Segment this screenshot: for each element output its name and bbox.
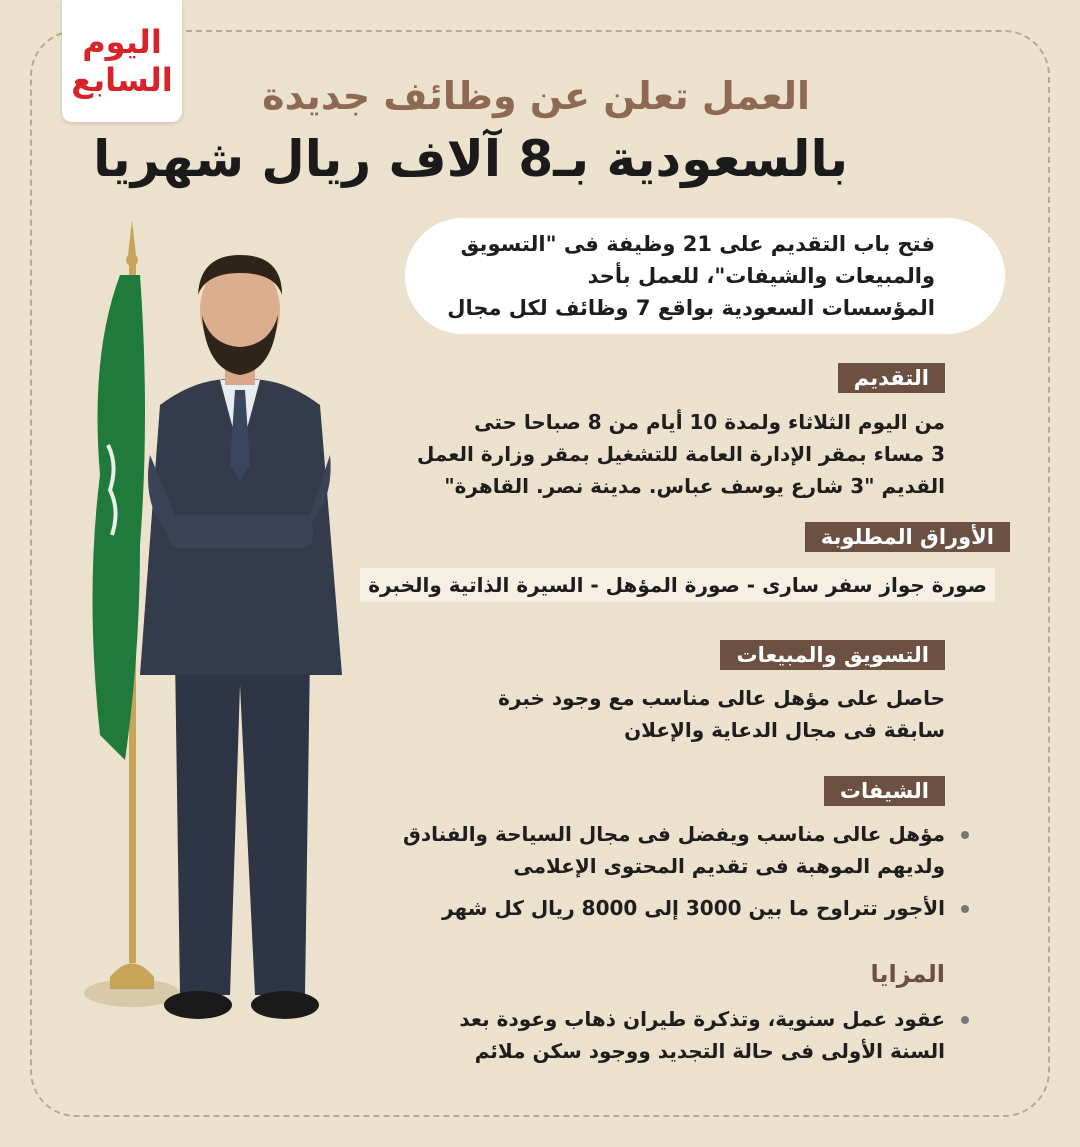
marketing-line-1: حاصل على مؤهل عالى مناسب مع وجود خبرة (498, 686, 945, 710)
man-figure (140, 255, 342, 1019)
logo (62, 0, 182, 122)
bullet-dot (961, 905, 969, 913)
section-tag-apply: التقديم (838, 363, 945, 393)
chefs-bullet-1-line-1: مؤهل عالى مناسب ويفضل فى مجال السياحة والفنادق (402, 822, 945, 846)
chefs-bullet-2-text: الأجور تتراوح ما بين 3000 إلى 8000 ريال كل شهر (442, 896, 945, 920)
logo-line-1: اليوم (82, 23, 162, 61)
apply-line-1: من اليوم الثلاثاء ولمدة 10 أيام من 8 صباحا حتى (474, 410, 945, 434)
logo-line-2: السابع (71, 61, 173, 99)
chefs-bullet-2 (442, 892, 945, 924)
intro-box (405, 218, 1005, 334)
apply-line-2: 3 مساء بمقر الإدارة العامة للتشغيل بمقر وزارة العمل (417, 442, 945, 466)
apply-line-3: القديم "3 شارع يوسف عباس. مدينة نصر. القاهرة" (444, 474, 945, 498)
marketing-line-2: سابقة فى مجال الدعاية والإعلان (624, 718, 945, 742)
saudi-flag (93, 275, 146, 760)
benefits-bullet (459, 1003, 945, 1067)
intro-line-2: والمبيعات والشيفات"، للعمل بأحد (587, 264, 935, 288)
section-tag-documents: الأوراق المطلوبة (805, 522, 1010, 552)
apply-text (417, 406, 945, 502)
benefits-line-1: عقود عمل سنوية، وتذكرة طيران ذهاب وعودة بعد (459, 1007, 945, 1031)
intro-line-1: فتح باب التقديم على 21 وظيفة فى "التسويق (460, 232, 935, 256)
marketing-text (498, 682, 945, 746)
intro-line-3: المؤسسات السعودية بواقع 7 وظائف لكل مجال (447, 296, 935, 320)
bullet-dot (961, 831, 969, 839)
section-heading-benefits: المزايا (870, 960, 945, 988)
chefs-bullet-1-line-2: ولديهم الموهبة فى تقديم المحتوى الإعلامى (513, 854, 945, 878)
documents-text: صورة جواز سفر سارى - صورة المؤهل - السيرة الذاتية والخبرة (360, 568, 995, 602)
headline-line-1: العمل تعلن عن وظائف جديدة (262, 74, 810, 118)
section-tag-marketing: التسويق والمبيعات (720, 640, 945, 670)
headline-line-2: بالسعودية بـ8 آلاف ريال شهريا (93, 130, 848, 188)
bullet-dot (961, 1016, 969, 1024)
benefits-line-2: السنة الأولى فى حالة التجديد ووجود سكن ملائم (474, 1039, 945, 1063)
chefs-bullet-1 (403, 818, 945, 882)
section-tag-chefs: الشيفات (824, 776, 945, 806)
man-with-flag-illustration (80, 215, 380, 1045)
